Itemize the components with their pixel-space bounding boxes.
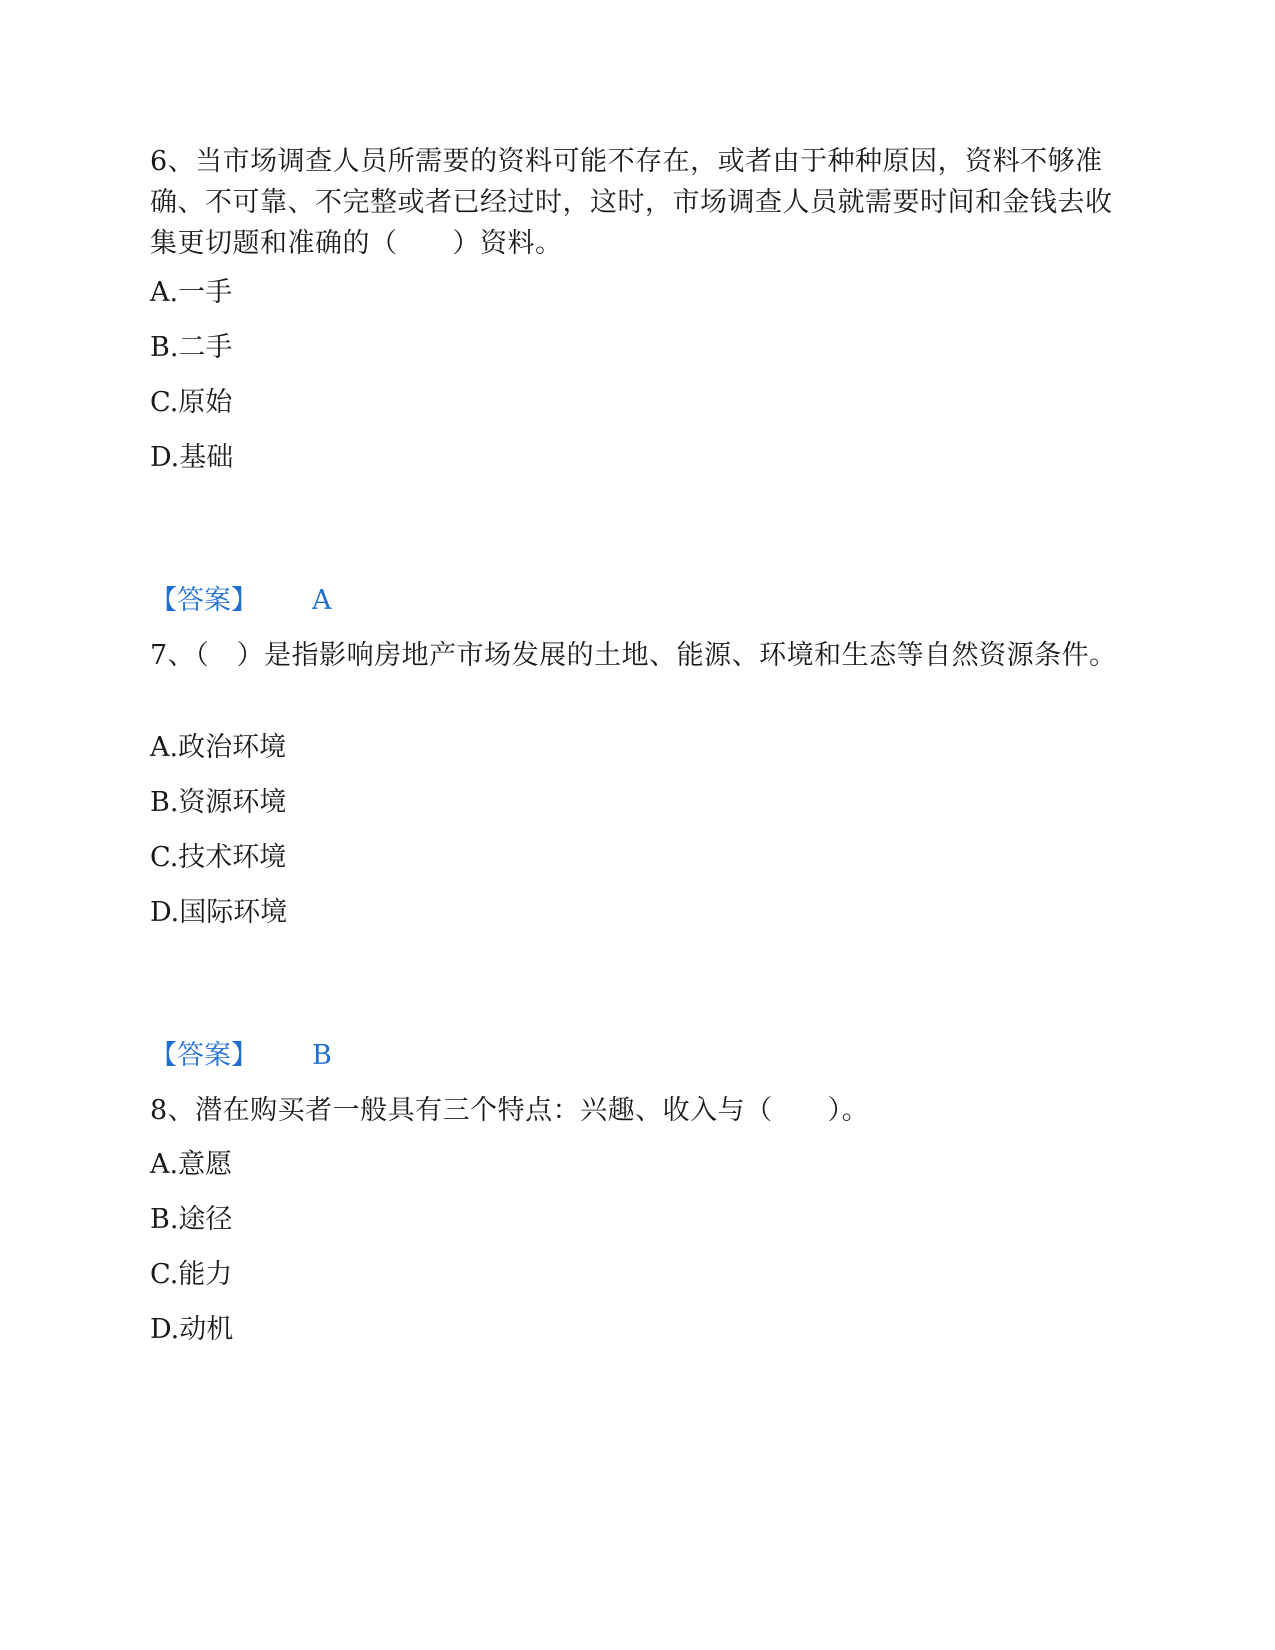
question-8-option-a: A.意愿 [150,1149,233,1180]
question-6-answer [150,584,332,618]
question-7-option-c: C.技术环境 [150,842,287,873]
question-8-option-b: B.途径 [150,1204,233,1235]
question-6-option-d: D.基础 [150,442,234,473]
answer-label: 【答案】 [150,1040,258,1071]
question-6-option-a: A.一手 [150,277,233,308]
question-7-option-b: B.资源环境 [150,787,287,818]
question-8-stem: 8、潜在购买者一般具有三个特点：兴趣、收入与（ ）。 [150,1095,870,1126]
question-7-stem: 7、（ ）是指影响房地产市场发展的土地、能源、环境和生态等自然资源条件。 [150,640,1117,671]
answer-value: B [312,1040,332,1071]
question-8-option-c: C.能力 [150,1259,233,1290]
question-7-answer [150,1039,332,1073]
question-7-option-d: D.国际环境 [150,897,288,928]
question-6-option-c: C.原始 [150,387,233,418]
question-8-option-d: D.动机 [150,1314,234,1345]
answer-label: 【答案】 [150,585,258,616]
question-6-stem: 6、当市场调查人员所需要的资料可能不存在，或者由于种种原因，资料不够准确、不可靠、不完整或者已经过时，这时，市场调查人员就需要时间和金钱去收集更切题和准确的（ ）资料。 [150,146,1113,259]
answer-value: A [312,585,332,616]
question-7-option-a: A.政治环境 [150,732,287,763]
question-6-option-b: B.二手 [150,332,233,363]
